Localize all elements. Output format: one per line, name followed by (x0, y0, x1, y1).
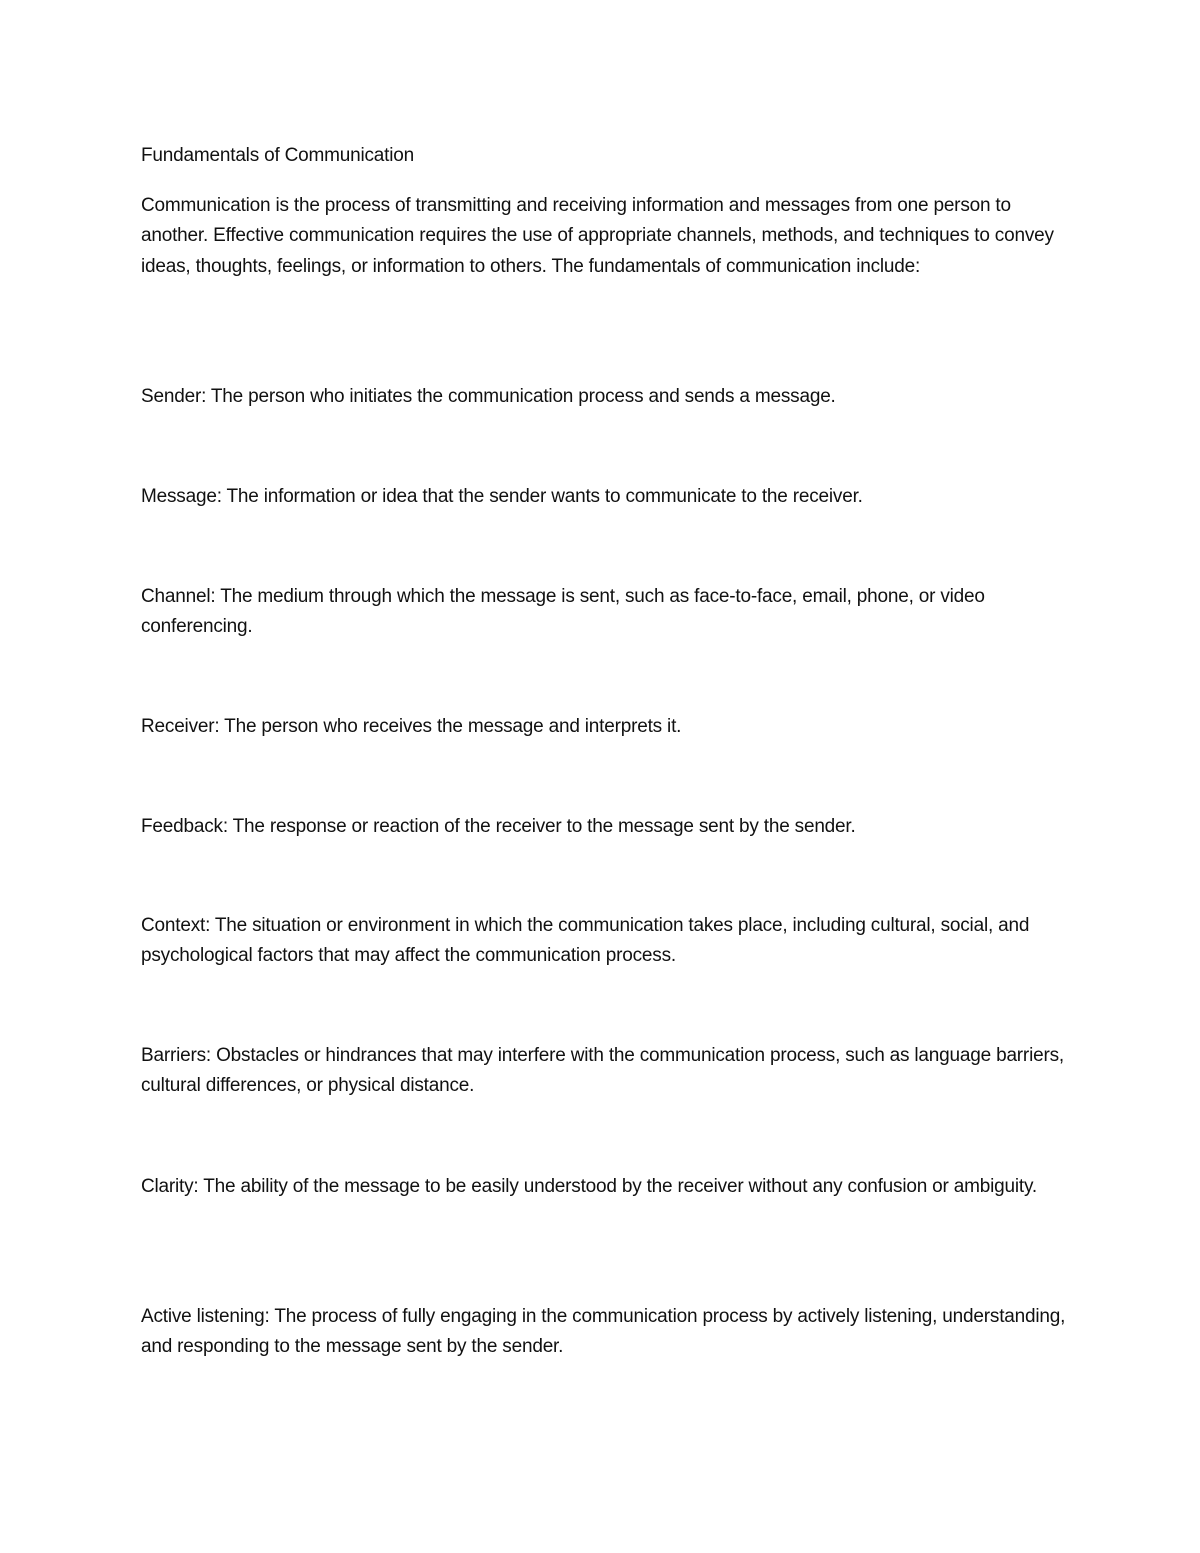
item-receiver: Receiver: The person who receives the message and interprets it. (141, 716, 682, 737)
item-sender: Sender: The person who initiates the communication process and sends a message. (141, 386, 836, 407)
intro-paragraph: Communication is the process of transmitting and receiving information and messages from one person to another. Effective communication requires the use of appropriate channels, methods, and techniques to convey ideas, thoughts, feelings, or information to others. The fundamentals of communication include: (141, 195, 1054, 277)
item-channel: Channel: The medium through which the message is sent, such as face-to-face, email, phone, or video conferencing. (141, 586, 985, 638)
item-active-listening: Active listening: The process of fully engaging in the communication process by actively listening, understanding, and responding to the message sent by the sender. (141, 1306, 1066, 1358)
document-title: Fundamentals of Communication (141, 145, 415, 166)
item-clarity: Clarity: The ability of the message to be easily understood by the receiver without any confusion or ambiguity. (141, 1176, 1037, 1197)
item-context: Context: The situation or environment in which the communication takes place, including cultural, social, and psychological factors that may affect the communication process. (141, 915, 1030, 967)
item-barriers: Barriers: Obstacles or hindrances that may interfere with the communication process, such as language barriers, cultural differences, or physical distance. (141, 1045, 1064, 1097)
item-message: Message: The information or idea that the sender wants to communicate to the receiver. (141, 486, 863, 507)
item-feedback: Feedback: The response or reaction of the receiver to the message sent by the sender. (141, 816, 856, 837)
